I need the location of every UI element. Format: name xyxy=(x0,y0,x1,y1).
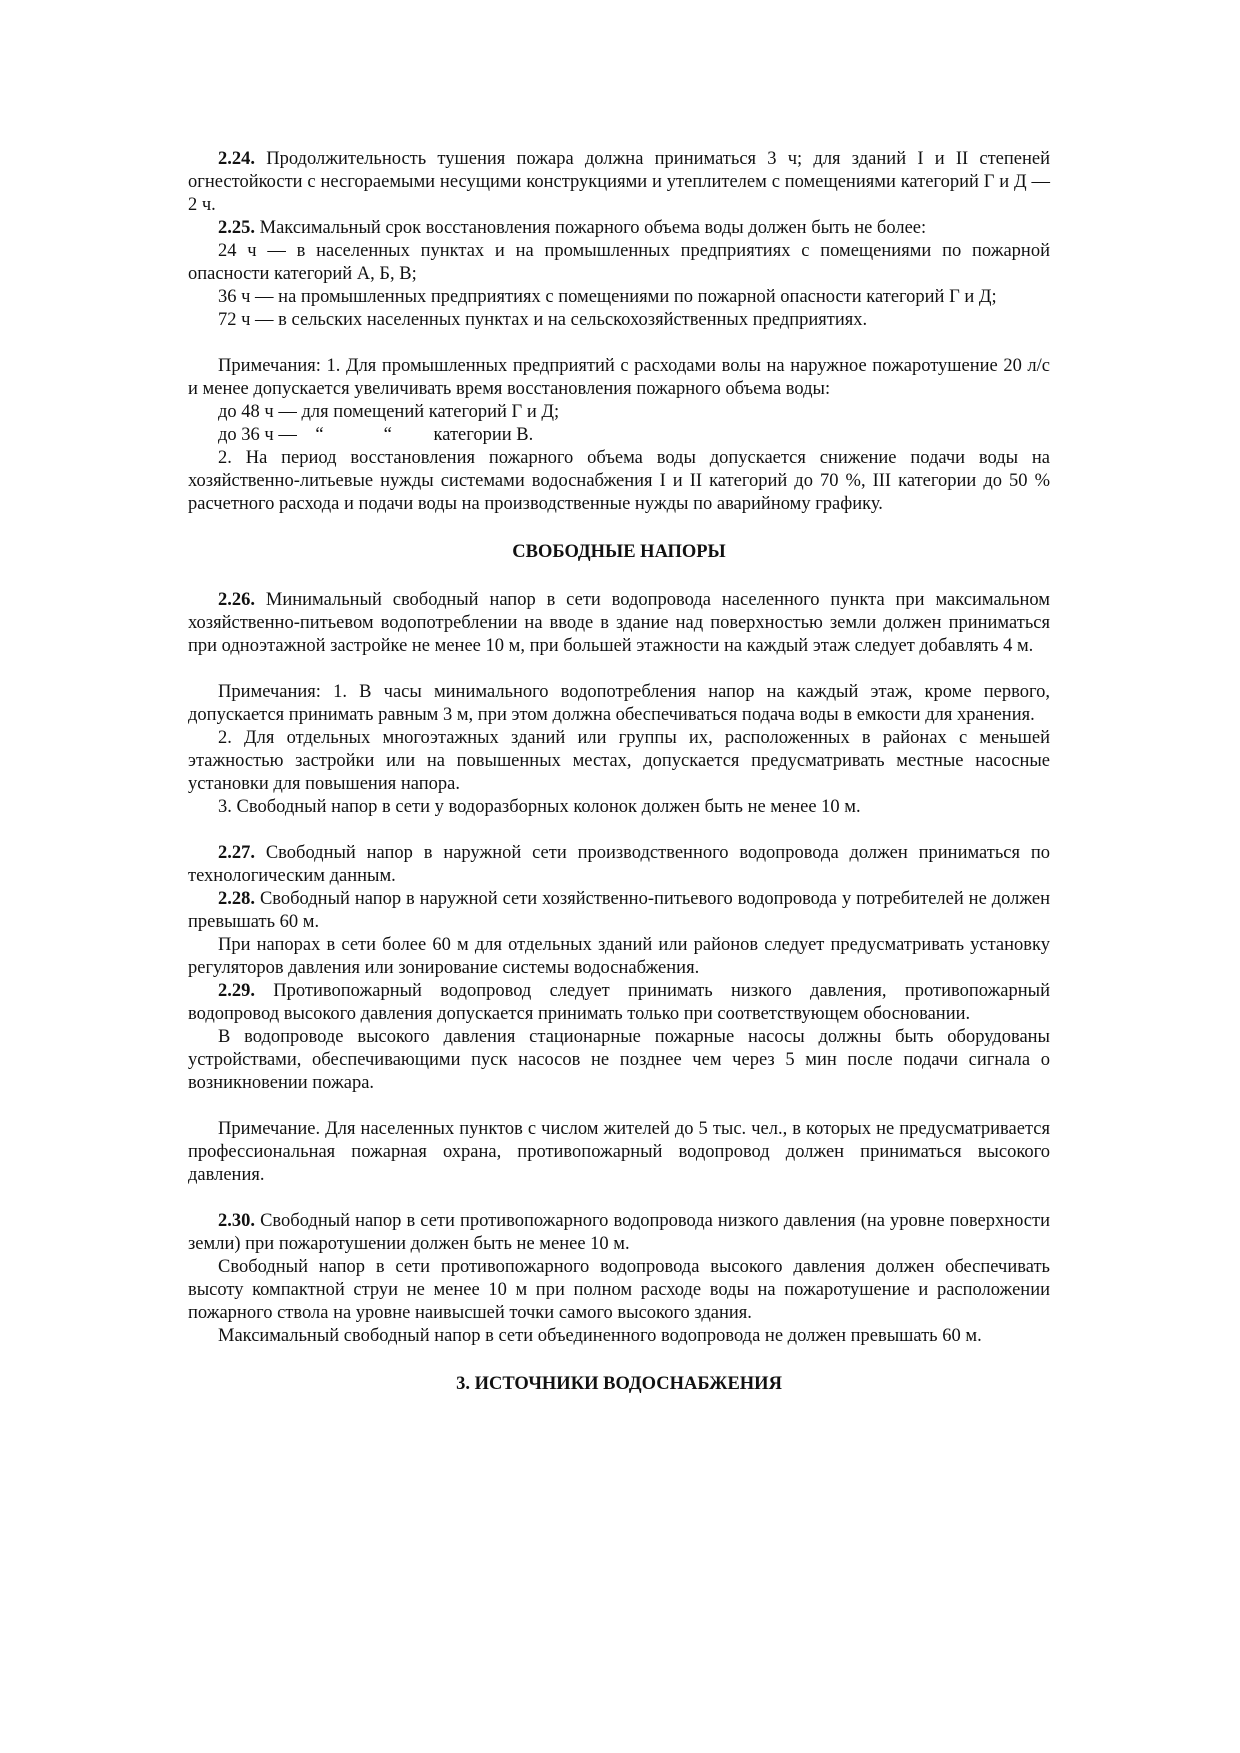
note-1-2: 2. На период восстановления пожарного объема воды допускается снижение подачи воды на хозяйственно-литьевые нужды системами водоснабжения I и II категорий до 70 %, III категории до 50 % расчетного расхода и подачи воды на производственные нужды по аварийному графику. xyxy=(188,448,1050,514)
note-1-1: Примечания: 1. Для промышленных предприятий с расходами волы на наружное пожаротушение 20 л/с и менее допускается увеличивать время восстановления пожарного объема воды: xyxy=(188,356,1050,399)
clause-number: 2.27. xyxy=(218,843,255,863)
clause-2-30 xyxy=(188,1210,1050,1256)
note-3: Примечание. Для населенных пунктов с числом жителей до 5 тыс. чел., в которых не предусматривается профессиональная пожарная охрана, противопожарный водопровод должен приниматься высокого давления. xyxy=(188,1119,1050,1185)
clause-2-28 xyxy=(188,888,1050,934)
clause-2-25-item-b: 36 ч — на промышленных предприятиях с помещениями по пожарной опасности категорий Г и Д; xyxy=(218,287,997,307)
note-2-2: 2. Для отдельных многоэтажных зданий или группы их, расположенных в районах с меньшей этажностью застройки или на повышенных местах, допускается предусматривать местные насосные установки для повышения напора. xyxy=(188,728,1050,794)
clause-text: Свободный напор в сети противопожарного водопровода низкого давления (на уровне поверхности земли) при пожаротушении должен быть не менее 10 м. xyxy=(188,1211,1050,1254)
clause-2-26 xyxy=(188,589,1050,658)
document-page xyxy=(188,148,1050,1396)
clause-2-25-item-a: 24 ч — в населенных пунктах и на промышленных предприятиях с помещениями по пожарной опасности категорий А, Б, В; xyxy=(188,241,1050,284)
clause-text: Свободный напор в наружной сети производственного водопровода должен приниматься по технологическим данным. xyxy=(188,843,1051,886)
clause-text: Противопожарный водопровод следует принимать низкого давления, противопожарный водопровод высокого давления допускается принимать только при соответствующем обосновании. xyxy=(188,981,1051,1024)
clause-number: 2.30. xyxy=(218,1211,255,1231)
note-2-1: Примечания: 1. В часы минимального водопотребления напор на каждый этаж, кроме первого, допускается принимать равным 3 м, при этом должна обеспечиваться подача воды в емкости для хранения. xyxy=(188,682,1050,725)
clause-text: Свободный напор в наружной сети хозяйственно-питьевого водопровода у потребителей не должен превышать 60 м. xyxy=(188,889,1051,932)
clause-text: Максимальный срок восстановления пожарного объема воды должен быть не более: xyxy=(259,218,927,238)
clause-number: 2.26. xyxy=(218,590,255,610)
clause-2-30-paragraph-a: Свободный напор в сети противопожарного водопровода высокого давления должен обеспечивать высоту компактной струи не менее 10 м при полном расходе воды на пожаротушение и расположении пожарного ствола на уровне наивысшей точки самого высокого здания. xyxy=(188,1257,1050,1323)
clause-2-30-paragraph-b: Максимальный свободный напор в сети объединенного водопровода не должен превышать 60 м. xyxy=(218,1326,982,1346)
clause-number: 2.29. xyxy=(218,981,255,1001)
note-1-1-item-a: до 48 ч — для помещений категорий Г и Д; xyxy=(218,402,560,422)
clause-2-24 xyxy=(188,148,1050,217)
clause-2-25 xyxy=(188,217,1050,240)
section-heading-water-sources: 3. ИСТОЧНИКИ ВОДОСНАБЖЕНИЯ xyxy=(456,1374,782,1394)
section-heading-free-heads: СВОБОДНЫЕ НАПОРЫ xyxy=(512,542,726,562)
clause-text: Минимальный свободный напор в сети водопровода населенного пункта при максимальном хозяйственно-питьевом водопотреблении на вводе в здание над поверхностью земли должен приниматься при одноэтажной застройке не менее 10 м, при большей этажности на каждый этаж следует добавлять 4 м. xyxy=(188,590,1051,656)
clause-2-29-paragraph: В водопроводе высокого давления стационарные пожарные насосы должны быть оборудованы устройствами, обеспечивающими пуск насосов не позднее чем через 5 мин после подачи сигнала о возникновении пожара. xyxy=(188,1027,1050,1093)
clause-2-25-item-c: 72 ч — в сельских населенных пунктах и на сельскохозяйственных предприятиях. xyxy=(218,310,868,330)
note-1-1-item-b: до 36 ч — “ “ категории В. xyxy=(218,425,534,445)
clause-text: Продолжительность тушения пожара должна приниматься 3 ч; для зданий I и II степеней огнестойкости с несгораемыми несущими конструкциями и утеплителем с помещениями категорий Г и Д — 2 ч. xyxy=(188,149,1050,215)
clause-number: 2.25. xyxy=(218,218,255,238)
clause-2-28-paragraph: При напорах в сети более 60 м для отдельных зданий или районов следует предусматривать установку регуляторов давления или зонирование системы водоснабжения. xyxy=(188,935,1050,978)
note-2-3: 3. Свободный напор в сети у водоразборных колонок должен быть не менее 10 м. xyxy=(218,797,861,817)
clause-number: 2.28. xyxy=(218,889,255,909)
clause-2-27 xyxy=(188,842,1050,888)
clause-number: 2.24. xyxy=(218,149,255,169)
clause-2-29 xyxy=(188,980,1050,1026)
